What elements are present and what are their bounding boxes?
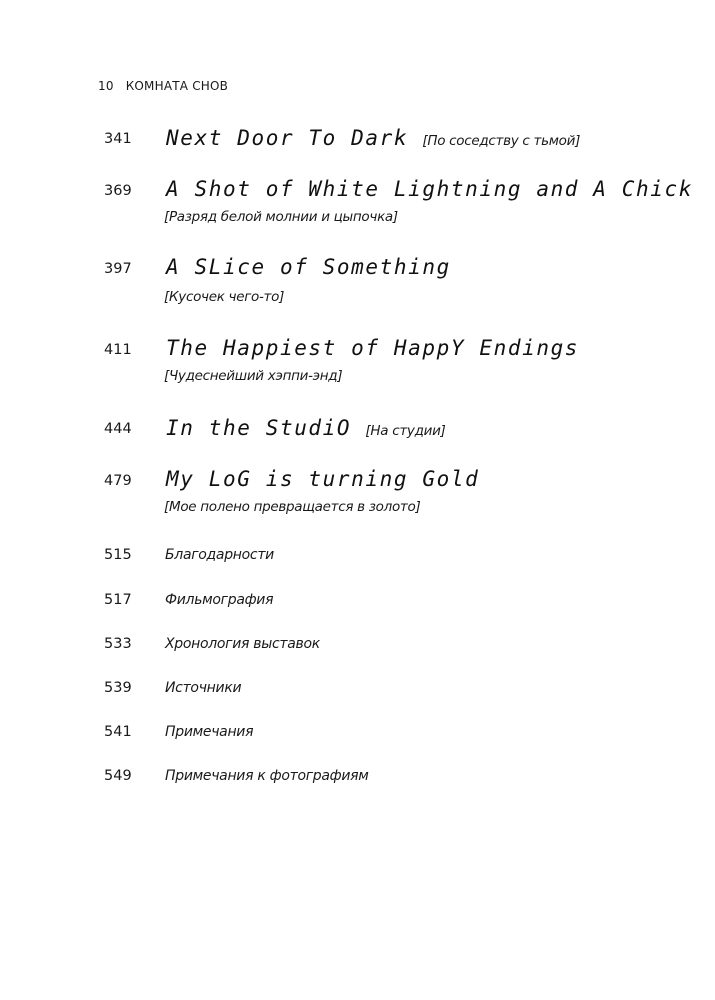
toc-page-number: 444 <box>104 421 132 437</box>
chapter-translation: [Разряд белой молнии и цыпочка] <box>164 209 398 225</box>
chapter-translation: [На студии] <box>365 423 446 439</box>
toc-page-number: 539 <box>104 680 132 696</box>
chapter-translation: [По соседству с тьмой] <box>422 133 581 149</box>
handwritten-chapter-title <box>166 416 446 440</box>
section-title: Примечания к фотографиям <box>165 768 369 784</box>
section-title: Примечания <box>165 724 254 740</box>
toc-page-number: 369 <box>104 183 132 199</box>
toc-page-number: 479 <box>104 473 132 489</box>
toc-page-number: 411 <box>104 342 132 358</box>
section-title: Благодарности <box>165 547 274 563</box>
toc-page-number: 541 <box>104 724 132 740</box>
toc-page-number: 549 <box>104 768 132 784</box>
handwritten-chapter-title <box>166 126 580 150</box>
toc-page-number: 341 <box>104 131 132 147</box>
section-title: Хронология выставок <box>165 636 320 652</box>
chapter-translation: [Кусочек чего-то] <box>164 289 285 305</box>
handwritten-title-text: In the StudiO <box>166 416 352 440</box>
toc-page-number: 517 <box>104 592 132 608</box>
toc-page-number: 515 <box>104 547 132 563</box>
handwritten-chapter-title: The Happiest of HappY Endings <box>166 336 580 360</box>
chapter-translation: [Мое полено превращается в золото] <box>164 499 421 515</box>
chapter-translation: [Чудеснейший хэппи-энд] <box>164 368 343 384</box>
section-title: Источники <box>165 680 242 696</box>
toc-page-number: 533 <box>104 636 132 652</box>
toc-page-number: 397 <box>104 261 132 277</box>
section-title: Фильмография <box>165 592 274 608</box>
running-head <box>98 79 228 93</box>
handwritten-chapter-title: A SLice of Something <box>166 255 451 279</box>
book-title: КОМНАТА СНОВ <box>125 79 229 93</box>
page-number: 10 <box>98 79 114 93</box>
handwritten-chapter-title: A Shot of White Lightning and A Chick <box>166 177 693 201</box>
handwritten-title-text: Next Door To Dark <box>166 126 409 150</box>
handwritten-chapter-title: My LoG is turning Gold <box>166 467 480 491</box>
